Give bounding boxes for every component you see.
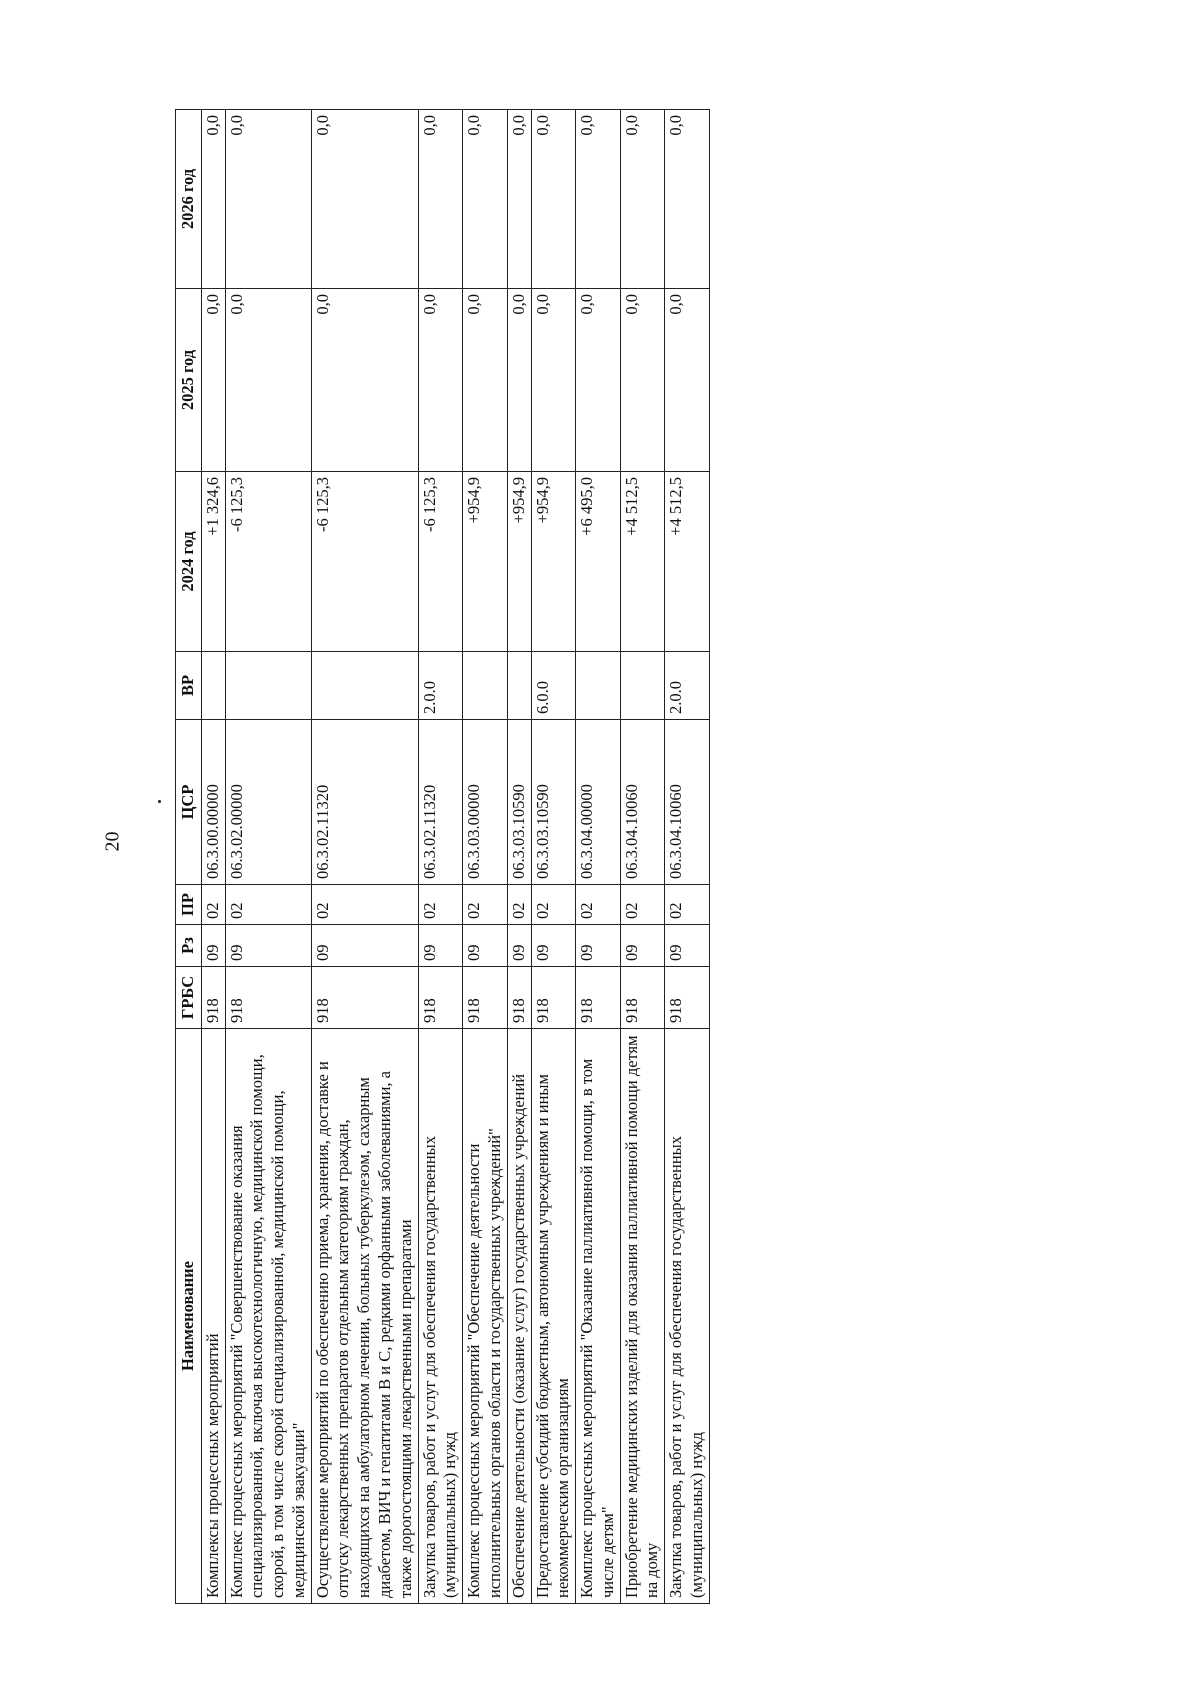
- cell-vr: [311, 652, 418, 720]
- budget-table: [175, 109, 710, 1604]
- table-row: [418, 110, 463, 1604]
- cell-name: Комплекс процессных мероприятий "Оказание паллиативной помощи, в том числе детям": [576, 1029, 621, 1604]
- cell-y2026: 0,0: [311, 110, 418, 289]
- cell-y2026: 0,0: [576, 110, 621, 289]
- cell-csr: 06.3.03.00000: [463, 720, 508, 885]
- cell-y2024: -6 125,3: [418, 472, 463, 652]
- cell-grbs: 918: [620, 967, 665, 1029]
- cell-vr: [463, 652, 508, 720]
- cell-rz: 09: [531, 925, 576, 967]
- cell-rz: 09: [418, 925, 463, 967]
- cell-y2025: 0,0: [418, 289, 463, 472]
- cell-y2024: +1 324,6: [201, 472, 225, 652]
- header-rz: Рз: [176, 925, 202, 967]
- table-row: [620, 110, 665, 1604]
- cell-y2026: 0,0: [507, 110, 531, 289]
- cell-y2026: 0,0: [665, 110, 710, 289]
- table-row: [665, 110, 710, 1604]
- cell-y2025: 0,0: [311, 289, 418, 472]
- table-row: [531, 110, 576, 1604]
- table-row: [311, 110, 418, 1604]
- cell-y2025: 0,0: [665, 289, 710, 472]
- cell-csr: 06.3.03.10590: [507, 720, 531, 885]
- cell-csr: 06.3.04.10060: [665, 720, 710, 885]
- cell-y2026: 0,0: [463, 110, 508, 289]
- cell-y2024: -6 125,3: [225, 472, 311, 652]
- cell-y2024: +4 512,5: [665, 472, 710, 652]
- cell-pr: 02: [665, 885, 710, 925]
- cell-grbs: 918: [225, 967, 311, 1029]
- header-pr: ПР: [176, 885, 202, 925]
- cell-grbs: 918: [201, 967, 225, 1029]
- cell-name: Закупка товаров, работ и услуг для обеспечения государственных (муниципальных) нужд: [418, 1029, 463, 1604]
- cell-y2026: 0,0: [225, 110, 311, 289]
- cell-grbs: 918: [576, 967, 621, 1029]
- table-row: [576, 110, 621, 1604]
- table-row: [507, 110, 531, 1604]
- page-number: 20: [101, 831, 124, 852]
- cell-y2025: 0,0: [225, 289, 311, 472]
- cell-csr: 06.3.00.00000: [201, 720, 225, 885]
- cell-name: Осуществление мероприятий по обеспечению приема, хранения, доставке и отпуску лекарственных препаратов отдельным категориям граждан, находящихся на амбулаторном лечении, больных туберкулезом, сахарным диабетом, ВИЧ и гепатитами В и С, редкими орфанными заболеваниями, а также дорогостоящими лекарственными препаратами: [311, 1029, 418, 1604]
- cell-pr: 02: [225, 885, 311, 925]
- table-row: [463, 110, 508, 1604]
- cell-y2025: 0,0: [531, 289, 576, 472]
- header-2025: 2025 год: [176, 289, 202, 472]
- cell-rz: 09: [507, 925, 531, 967]
- cell-vr: [225, 652, 311, 720]
- cell-grbs: 918: [665, 967, 710, 1029]
- cell-rz: 09: [311, 925, 418, 967]
- cell-name: Приобретение медицинских изделий для оказания паллиативной помощи детям на дому: [620, 1029, 665, 1604]
- cell-grbs: 918: [507, 967, 531, 1029]
- cell-y2025: 0,0: [620, 289, 665, 472]
- cell-rz: 09: [665, 925, 710, 967]
- cell-pr: 02: [507, 885, 531, 925]
- cell-name: Предоставление субсидий бюджетным, автономным учреждениям и иным некоммерческим организациям: [531, 1029, 576, 1604]
- header-vr: ВР: [176, 652, 202, 720]
- cell-rz: 09: [576, 925, 621, 967]
- cell-name: Обеспечение деятельности (оказание услуг) государственных учреждений: [507, 1029, 531, 1604]
- cell-y2025: 0,0: [507, 289, 531, 472]
- table-row: [225, 110, 311, 1604]
- cell-y2025: 0,0: [576, 289, 621, 472]
- cell-vr: [576, 652, 621, 720]
- cell-vr: 2.0.0: [418, 652, 463, 720]
- cell-pr: 02: [620, 885, 665, 925]
- cell-y2026: 0,0: [531, 110, 576, 289]
- cell-rz: 09: [201, 925, 225, 967]
- cell-y2025: 0,0: [201, 289, 225, 472]
- cell-pr: 02: [463, 885, 508, 925]
- cell-name: Комплекс процессных мероприятий "Обеспечение деятельности исполнительных органов области и государственных учреждений": [463, 1029, 508, 1604]
- cell-y2024: +4 512,5: [620, 472, 665, 652]
- cell-pr: 02: [311, 885, 418, 925]
- table-header-row: [176, 110, 202, 1604]
- cell-name: Комплексы процессных мероприятий: [201, 1029, 225, 1604]
- header-2026: 2026 год: [176, 110, 202, 289]
- cell-pr: 02: [418, 885, 463, 925]
- cell-csr: 06.3.02.00000: [225, 720, 311, 885]
- cell-pr: 02: [201, 885, 225, 925]
- budget-table-rotated: [175, 110, 1007, 1604]
- cell-y2025: 0,0: [463, 289, 508, 472]
- cell-name: Комплекс процессных мероприятий "Совершенствование оказания специализированной, включая высокотехнологичную, медицинской помощи, скорой, в том числе скорой специализированной, медицинской помощи, медицинской эвакуации": [225, 1029, 311, 1604]
- scan-speck: [158, 800, 161, 803]
- cell-csr: 06.3.02.11320: [418, 720, 463, 885]
- cell-rz: 09: [225, 925, 311, 967]
- cell-name: Закупка товаров, работ и услуг для обеспечения государственных (муниципальных) нужд: [665, 1029, 710, 1604]
- cell-vr: [507, 652, 531, 720]
- cell-vr: [620, 652, 665, 720]
- table-row: [201, 110, 225, 1604]
- header-grbs: ГРБС: [176, 967, 202, 1029]
- cell-grbs: 918: [418, 967, 463, 1029]
- cell-rz: 09: [463, 925, 508, 967]
- cell-pr: 02: [576, 885, 621, 925]
- cell-y2024: +6 495,0: [576, 472, 621, 652]
- cell-y2024: +954,9: [507, 472, 531, 652]
- cell-grbs: 918: [531, 967, 576, 1029]
- cell-vr: [201, 652, 225, 720]
- cell-csr: 06.3.04.10060: [620, 720, 665, 885]
- cell-vr: 2.0.0: [665, 652, 710, 720]
- cell-csr: 06.3.03.10590: [531, 720, 576, 885]
- cell-grbs: 918: [463, 967, 508, 1029]
- cell-grbs: 918: [311, 967, 418, 1029]
- cell-y2026: 0,0: [418, 110, 463, 289]
- header-name: Наименование: [176, 1029, 202, 1604]
- cell-y2024: +954,9: [531, 472, 576, 652]
- cell-y2026: 0,0: [620, 110, 665, 289]
- cell-pr: 02: [531, 885, 576, 925]
- cell-csr: 06.3.02.11320: [311, 720, 418, 885]
- cell-vr: 6.0.0: [531, 652, 576, 720]
- header-csr: ЦСР: [176, 720, 202, 885]
- cell-y2024: +954,9: [463, 472, 508, 652]
- cell-rz: 09: [620, 925, 665, 967]
- header-2024: 2024 год: [176, 472, 202, 652]
- cell-y2024: -6 125,3: [311, 472, 418, 652]
- cell-y2026: 0,0: [201, 110, 225, 289]
- cell-csr: 06.3.04.00000: [576, 720, 621, 885]
